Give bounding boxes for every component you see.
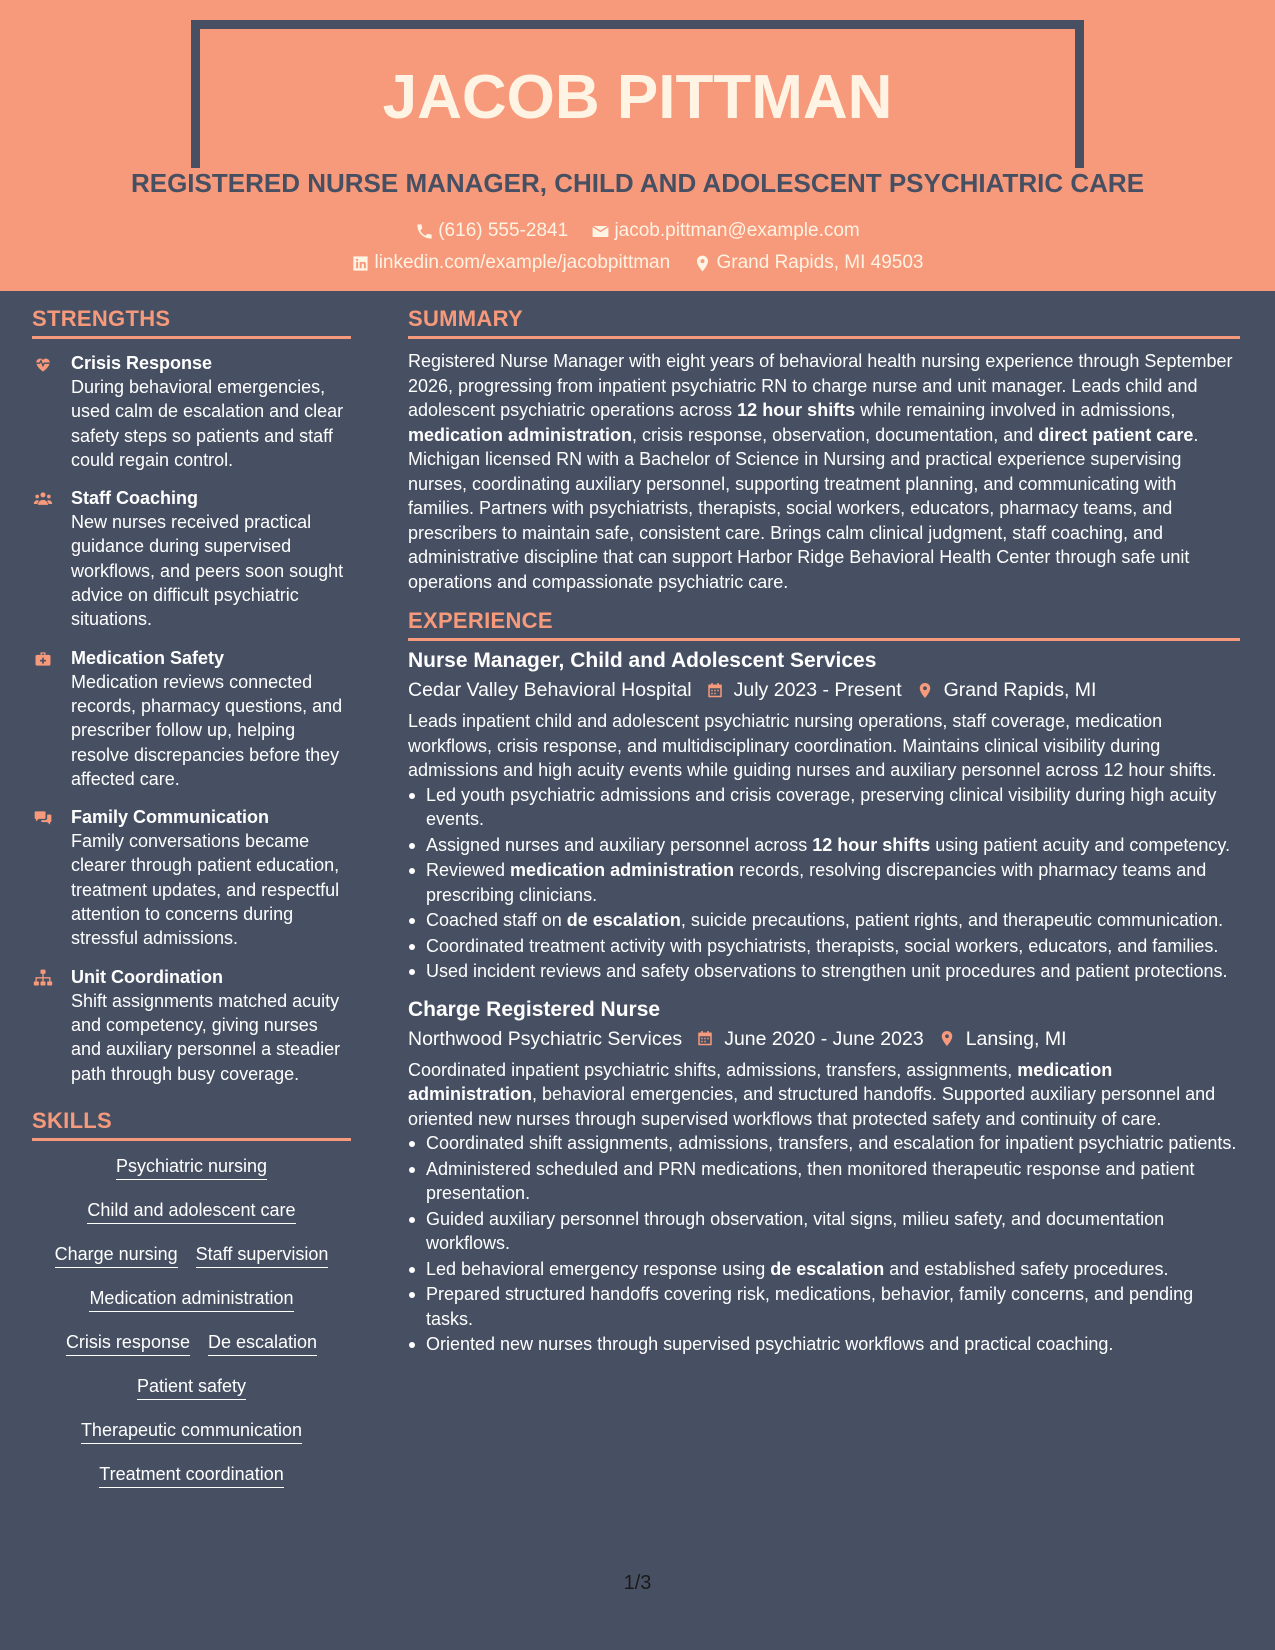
calendar-icon [706, 681, 724, 700]
skill-row [32, 1375, 351, 1400]
contact-row-1 [0, 220, 1275, 247]
skill-row [32, 1419, 351, 1444]
org-chart-icon [32, 968, 54, 988]
skill-row [32, 1155, 351, 1180]
strength-description: Shift assignments matched acuity and competency, giving nurses and auxiliary personnel a steadier path through busy coverage. [71, 990, 341, 1084]
skill-row [32, 1199, 351, 1224]
strength-description: New nurses received practical guidance during supervised workflows, and peers soon sought advice on difficult psychiatric situations. [71, 512, 344, 630]
strength-title: Unit Coordination [71, 966, 223, 987]
candidate-name: JACOB PITTMAN [382, 63, 893, 132]
strength-item [32, 486, 351, 631]
bold-text: direct patient care [1038, 424, 1194, 445]
email-contact[interactable] [591, 220, 859, 242]
job-description: Coordinated inpatient psychiatric shifts, admissions, transfers, assignments, medication administration, behavioral emergencies, and structured handoffs. Supported auxiliary personnel and oriented new nurses through supervised workflows that protected safety and continuity of care. [408, 1059, 1216, 1129]
skill-tag: De escalation [208, 1331, 317, 1356]
job-title: Charge Registered Nurse [408, 997, 661, 1021]
job-dates [696, 1024, 924, 1054]
job-meta [408, 675, 1240, 705]
job-meta [408, 1024, 1240, 1054]
map-pin-icon [693, 254, 712, 273]
skills-list [32, 1151, 351, 1488]
medical-kit-icon [32, 649, 54, 669]
job-location-text: Lansing, MI [965, 1027, 1067, 1050]
skill-tag: Staff supervision [196, 1243, 329, 1268]
list-item: Prepared structured handoffs covering risk, medications, behavior, family concerns, and pending tasks. [408, 1282, 1240, 1331]
email-text: jacob.pittman@example.com [614, 220, 860, 241]
chat-bubbles-icon [32, 808, 54, 828]
strength-title: Medication Safety [71, 647, 225, 668]
skill-row [32, 1463, 351, 1488]
headline: REGISTERED NURSE MANAGER, CHILD AND ADOLESCENT PSYCHIATRIC CARE [130, 168, 1145, 198]
list-item: Coordinated shift assignments, admissions, transfers, and escalation for inpatient psychiatric patients. [408, 1131, 1240, 1156]
list-item: Oriented new nurses through supervised psychiatric workflows and practical coaching. [408, 1332, 1240, 1357]
bold-text: medication administration [408, 424, 633, 445]
job-dates [706, 675, 902, 705]
phone-text: (616) 555-2841 [438, 220, 569, 241]
strength-title: Family Communication [71, 807, 270, 828]
bold-text: medication administration [510, 860, 735, 880]
job-dates-text: July 2023 - Present [733, 679, 902, 701]
strength-item [32, 805, 351, 950]
job-bullets [408, 1131, 1240, 1357]
heart-pulse-icon [32, 354, 54, 374]
summary-text: Registered Nurse Manager with eight years of behavioral health nursing experience through September 2026, progressing from inpatient psychiatric RN to charge nurse and unit manager. Leads child and adolescent psychiatric operations across 12 hour shifts while remaining involved in admissions, medication administration, crisis response, observation, documentation, and direct patient care. Michigan licensed RN with a Bachelor of Science in Nursing and practical experience supervising nurses, coordinating auxiliary personnel, supporting treatment planning, and communicating with families. Partners with psychiatrists, therapists, social workers, educators, pharmacy teams, and prescribers to maintain safe, consistent care. Brings calm clinical judgment, staff coaching, and administrative discipline that can support Harbor Ridge Behavioral Health Center through safe unit operations and compassionate psychiatric care. [408, 351, 1233, 592]
skill-row [32, 1287, 351, 1312]
bold-text: de escalation [566, 910, 681, 930]
phone-contact[interactable] [415, 220, 568, 242]
skill-row [32, 1331, 351, 1356]
job-description: Leads inpatient child and adolescent psychiatric nursing operations, staff coverage, medication workflows, crisis response, and multidisciplinary coordination. Maintains clinical visibility during admissions and high acuity events while guiding nurses and auxiliary personnel across 12 hour shifts. [408, 711, 1217, 780]
list-item: Guided auxiliary personnel through observation, vital signs, milieu safety, and documentation workflows. [408, 1207, 1240, 1256]
list-item: Reviewed medication administration records, resolving discrepancies with pharmacy teams and prescribing clinicians. [408, 858, 1240, 907]
strength-title: Crisis Response [71, 353, 213, 373]
strength-item [32, 351, 351, 472]
skill-tag: Psychiatric nursing [116, 1155, 267, 1180]
location-text: Grand Rapids, MI 49503 [716, 252, 924, 273]
skill-row [32, 1243, 351, 1268]
strength-item [32, 965, 351, 1086]
job-dates-text: June 2020 - June 2023 [724, 1027, 924, 1050]
list-item: Assigned nurses and auxiliary personnel across 12 hour shifts using patient acuity and competency. [408, 833, 1240, 858]
linkedin-contact[interactable] [351, 252, 670, 274]
strengths-title: STRENGTHS [32, 306, 351, 339]
strength-description: Medication reviews connected records, pharmacy questions, and prescriber follow up, helping resolve discrepancies before they affected care. [71, 671, 343, 789]
list-item: Used incident reviews and safety observations to strengthen unit procedures and patient protections. [408, 959, 1240, 984]
bold-text: 12 hour shifts [737, 400, 856, 420]
jobs-list [408, 647, 1240, 1357]
right-column [408, 291, 1240, 1369]
job-entry [408, 647, 1240, 984]
map-pin-icon [916, 681, 934, 700]
job-location-text: Grand Rapids, MI [943, 679, 1097, 701]
job-entry [408, 996, 1240, 1357]
skill-tag: Therapeutic communication [81, 1419, 302, 1444]
location-contact [693, 252, 923, 274]
bold-text: de escalation [770, 1258, 885, 1279]
company-name: Northwood Psychiatric Services [408, 1027, 683, 1050]
map-pin-icon [938, 1029, 956, 1048]
list-item: Led youth psychiatric admissions and crisis coverage, preserving clinical visibility during high acuity events. [408, 783, 1240, 832]
strengths-list [32, 349, 351, 1086]
strength-title: Staff Coaching [71, 488, 199, 509]
job-location [916, 675, 1097, 705]
phone-icon [415, 222, 434, 241]
envelope-icon [591, 222, 610, 241]
strength-item [32, 646, 351, 791]
list-item: Led behavioral emergency response using de escalation and established safety procedures. [408, 1257, 1240, 1282]
skill-tag: Charge nursing [55, 1243, 178, 1268]
page-number: 1/3 [623, 1572, 652, 1594]
list-item: Coached staff on de escalation, suicide precautions, patient rights, and therapeutic communication. [408, 908, 1240, 933]
skill-tag: Patient safety [137, 1375, 246, 1400]
skill-tag: Child and adolescent care [87, 1199, 295, 1224]
list-item: Administered scheduled and PRN medications, then monitored therapeutic response and patient presentation. [408, 1157, 1240, 1206]
users-icon [32, 489, 54, 509]
left-column [32, 291, 351, 1507]
job-title: Nurse Manager, Child and Adolescent Services [408, 649, 877, 672]
skill-tag: Crisis response [66, 1331, 190, 1356]
company-name: Cedar Valley Behavioral Hospital [408, 679, 692, 701]
experience-title: EXPERIENCE [408, 608, 1240, 641]
strength-description: Family conversations became clearer through patient education, treatment updates, and respectful attention to concerns during stressful admissions. [71, 831, 340, 949]
bold-text: 12 hour shifts [812, 834, 931, 855]
job-bullets [408, 783, 1240, 984]
summary-title: SUMMARY [408, 306, 1240, 339]
strength-description: During behavioral emergencies, used calm de escalation and clear safety steps so patients and staff could regain control. [71, 377, 344, 470]
linkedin-icon [351, 254, 370, 273]
linkedin-text: linkedin.com/example/jacobpittman [374, 252, 671, 273]
skill-tag: Treatment coordination [99, 1463, 283, 1488]
skills-title: SKILLS [32, 1108, 351, 1141]
job-location [938, 1024, 1067, 1054]
calendar-icon [696, 1029, 714, 1048]
list-item: Coordinated treatment activity with psychiatrists, therapists, social workers, educators, and families. [408, 934, 1240, 959]
bold-text: medication administration [408, 1059, 1113, 1104]
header [0, 0, 1275, 291]
contact-row-2 [0, 252, 1275, 279]
skill-tag: Medication administration [89, 1287, 293, 1312]
